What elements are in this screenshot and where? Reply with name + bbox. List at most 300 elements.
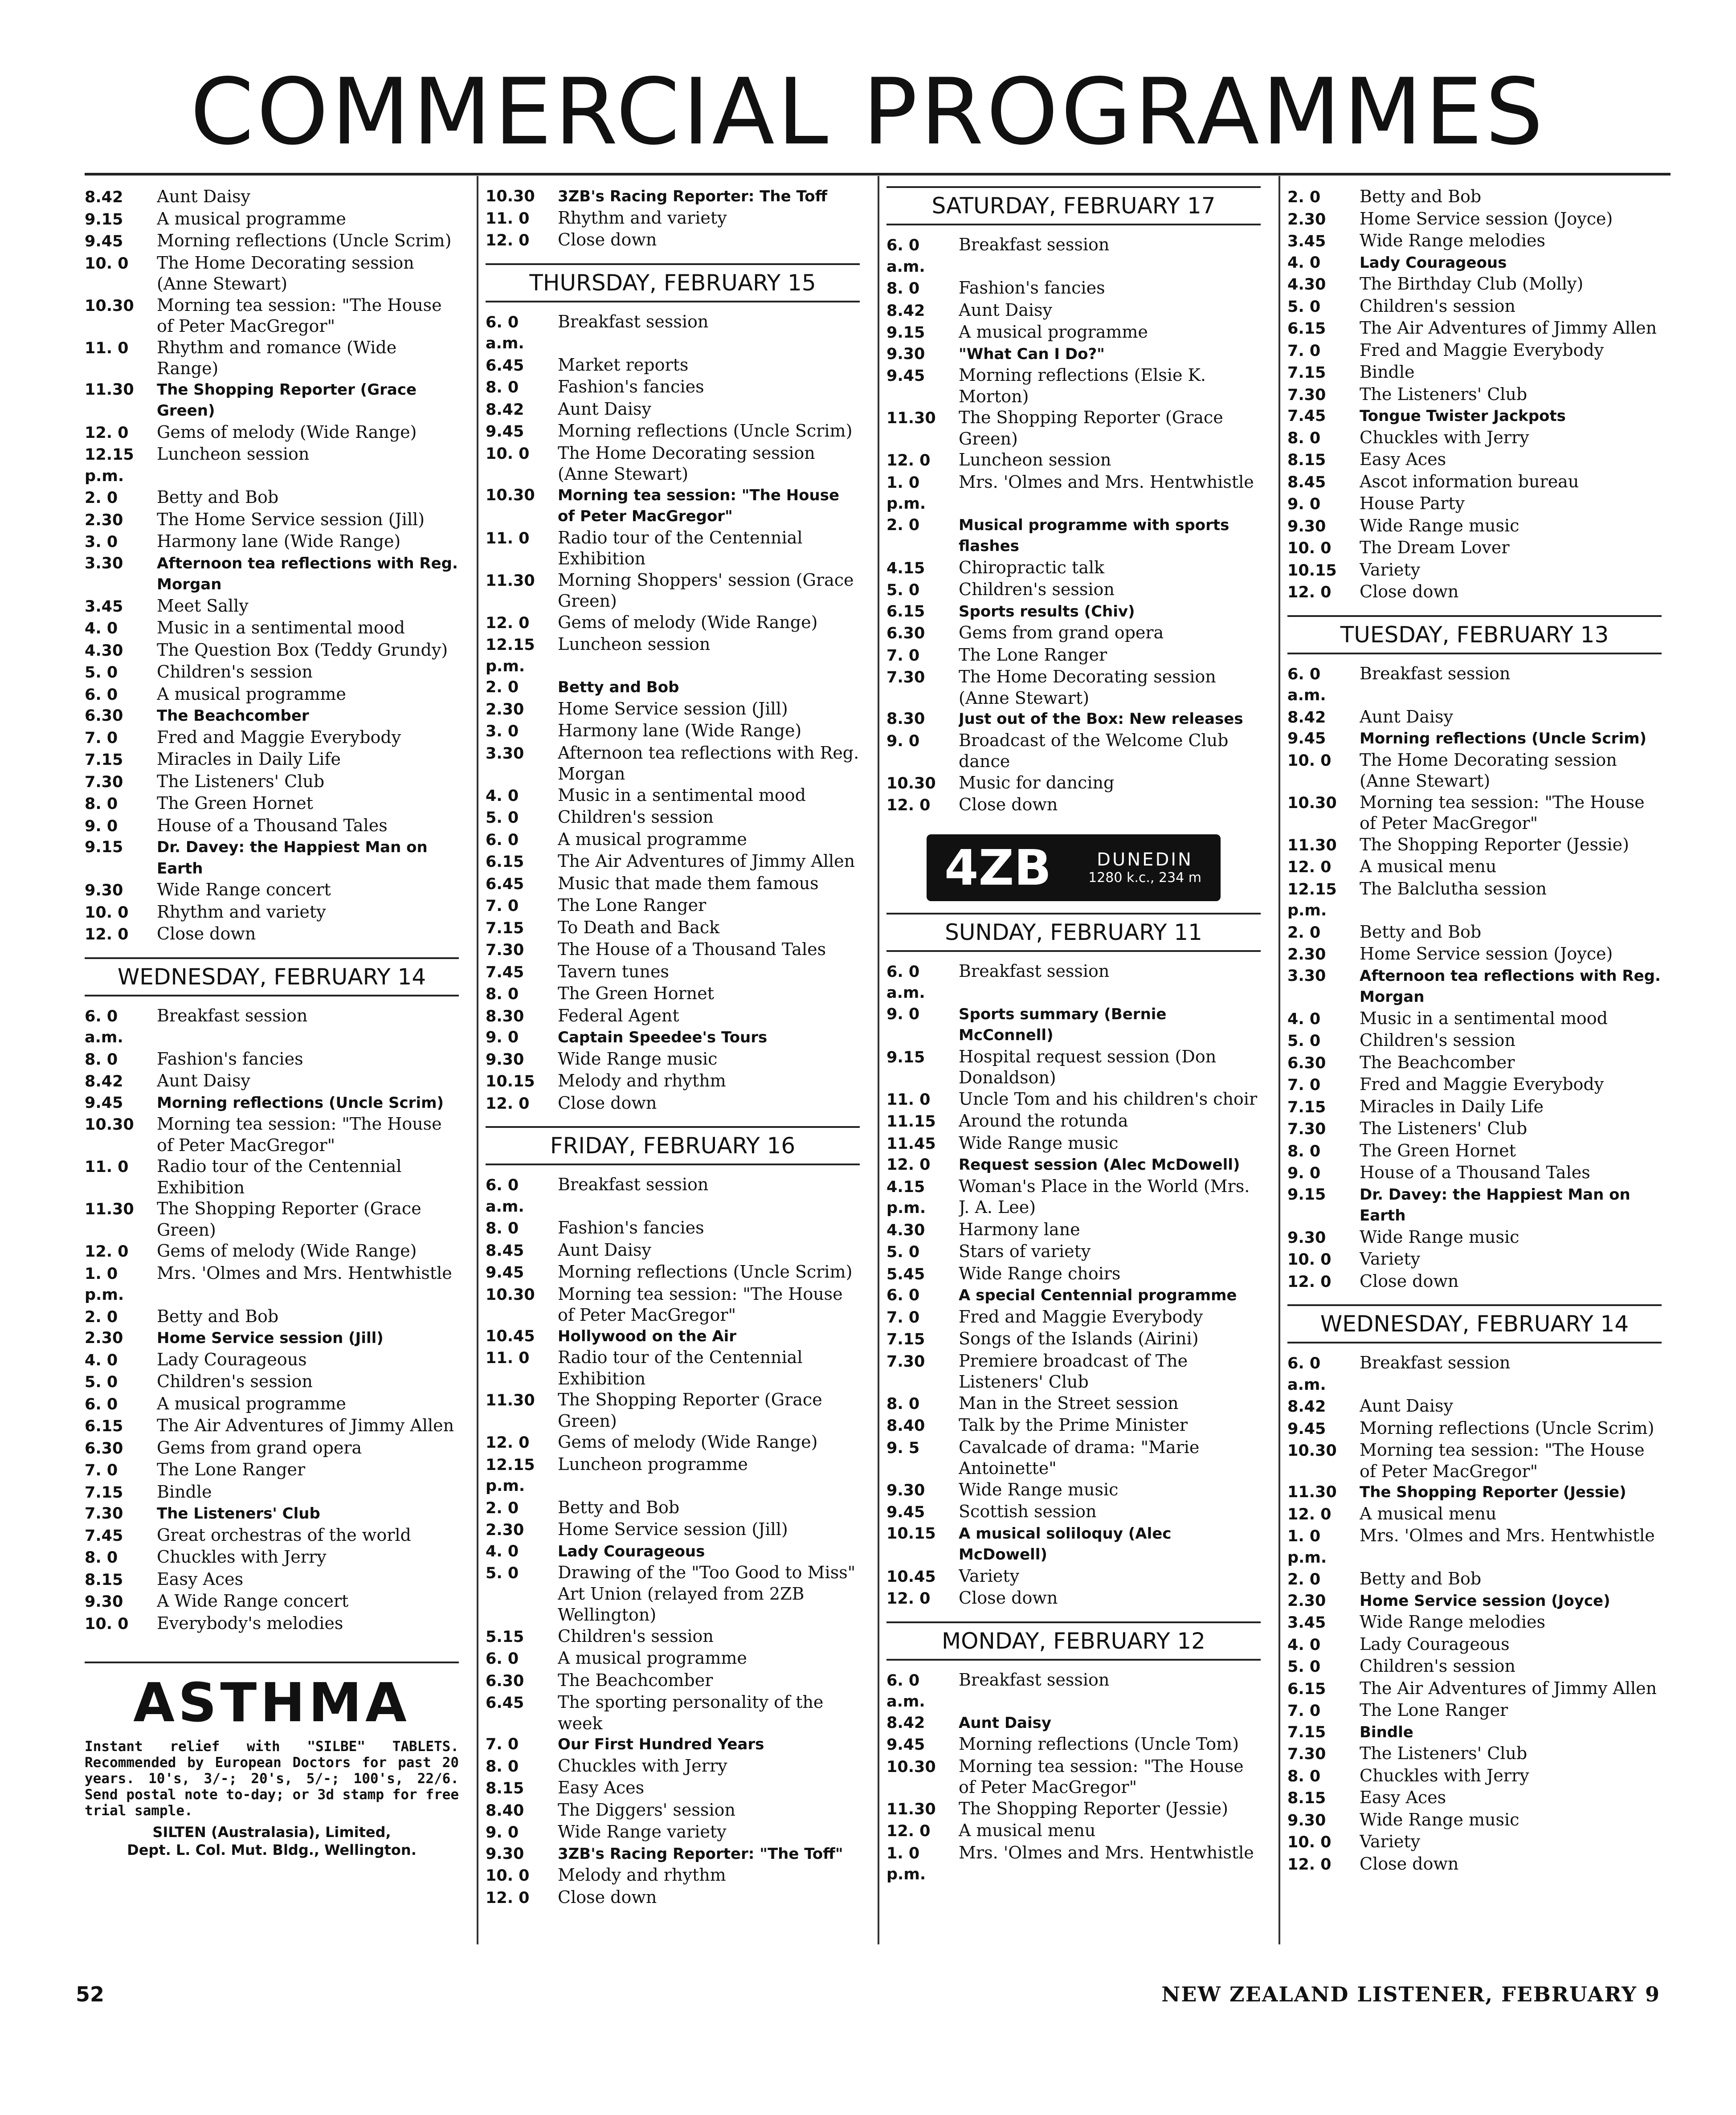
programme-entry — [886, 1046, 1261, 1089]
programme-title: Dr. Davey: the Happiest Man on Earth — [157, 838, 428, 878]
programme-title: Afternoon tea reflections with Reg. Morgan — [1360, 967, 1661, 1006]
ad-body-text: Instant relief with "SILBE" TABLETS. Recommended by European Doctors for past 20 years. 10's, 3/-; 20's, 5/-; 100's, 22/6. Send postal note to-day; or 3d stamp for free trial sample. — [85, 1739, 459, 1819]
programme-title: Harmony lane (Wide Range) — [157, 531, 401, 551]
programme-title: Wide Range music — [959, 1133, 1119, 1153]
programme-time: 6.15 — [1287, 320, 1326, 338]
programme-time: 8.15 — [1287, 451, 1326, 469]
programme-title: Breakfast session — [558, 1175, 709, 1194]
programme-entry — [1287, 1787, 1662, 1809]
programme-entry — [85, 295, 459, 337]
programme-entry — [486, 1070, 860, 1093]
programme-entry — [886, 1415, 1261, 1437]
programme-title: Aunt Daisy — [157, 1071, 250, 1090]
programme-time: 5. 0 — [1287, 1658, 1321, 1676]
programme-time: 3.45 — [85, 597, 123, 616]
programme-entry — [1287, 1227, 1662, 1249]
publication-footer: NEW ZEALAND LISTENER, FEBRUARY 9 — [1161, 1982, 1660, 2006]
programme-time: 8.30 — [886, 710, 925, 728]
programme-entry — [486, 1670, 860, 1692]
programme-time: 7.15 — [886, 1331, 925, 1348]
programme-time: 7.15 — [1287, 1723, 1326, 1741]
programme-time: 11. 0 — [486, 529, 530, 547]
programme-title: The Listeners' Club — [1360, 1119, 1528, 1138]
programme-entry — [486, 961, 860, 984]
programme-title: Mrs. 'Olmes and Mrs. Hentwhistle — [959, 1842, 1254, 1862]
programme-title: Morning reflections (Uncle Scrim) — [157, 231, 452, 250]
programme-time: 5. 0 — [886, 581, 920, 599]
programme-title: Mrs. 'Olmes and Mrs. Hentwhistle — [1360, 1526, 1655, 1545]
programme-time: 4.30 — [1287, 276, 1326, 294]
programme-title: The Listeners' Club — [157, 771, 325, 791]
programme-title: Lady Courageous — [1360, 1634, 1510, 1654]
programme-title: Man in the Street session — [959, 1393, 1179, 1413]
programme-time: 6.45 — [486, 356, 524, 375]
programme-entry — [486, 1887, 860, 1909]
programme-time: 7. 0 — [886, 646, 920, 665]
programme-time: 10.30 — [886, 1758, 936, 1776]
programme-title: House of a Thousand Tales — [1360, 1163, 1590, 1182]
programme-entry — [886, 1713, 1261, 1734]
programme-title: Cavalcade of drama: "Marie Antoinette" — [959, 1437, 1200, 1478]
programme-time: 8. 0 — [486, 379, 519, 396]
programme-time: 10. 0 — [486, 1867, 530, 1885]
programme-entry — [486, 785, 860, 807]
programme-time: 9.30 — [85, 882, 123, 899]
programme-entry — [486, 355, 860, 377]
programme-title: The Dream Lover — [1360, 538, 1510, 557]
programme-entry — [85, 793, 459, 815]
programme-title: Aunt Daisy — [157, 187, 250, 206]
programme-time: 10.15 — [1287, 561, 1337, 580]
programme-title: Morning tea session: "The House of Peter MacGregor" — [959, 1756, 1244, 1797]
programme-time: 7. 0 — [1287, 1076, 1321, 1094]
programme-title: Tavern tunes — [558, 961, 669, 981]
programme-time: 7.15 — [1287, 1098, 1326, 1116]
programme-time: 9.30 — [486, 1050, 524, 1069]
programme-entry — [85, 1263, 459, 1306]
programme-time: 11.45 — [886, 1135, 936, 1153]
programme-entry — [486, 1734, 860, 1756]
programme-entry — [486, 1865, 860, 1887]
programme-entry — [1287, 471, 1662, 494]
programme-time: 6.45 — [486, 1694, 524, 1712]
programme-time: 11. 0 — [486, 1349, 530, 1367]
programme-time: 4.15 — [886, 559, 925, 577]
programme-time: 11.30 — [1287, 1483, 1337, 1501]
programme-entry — [886, 1756, 1261, 1798]
programme-entry — [886, 1133, 1261, 1155]
programme-title: Chuckles with Jerry — [1360, 427, 1529, 447]
programme-entry — [85, 749, 459, 771]
programme-entry — [486, 229, 860, 252]
programme-time: 10.15 — [886, 1524, 936, 1543]
programme-title: Scottish session — [959, 1502, 1097, 1521]
programme-title: Morning Shoppers' session (Grace Green) — [558, 570, 854, 611]
programme-time: 8.42 — [1287, 708, 1326, 727]
programme-entry — [1287, 1440, 1662, 1482]
programme-time: 6. 0 a.m. — [1287, 665, 1326, 704]
programme-entry — [1287, 1184, 1662, 1227]
programme-time: 12. 0 — [486, 614, 530, 632]
programme-title: Aunt Daisy — [1360, 1396, 1453, 1416]
programme-entry — [886, 1328, 1261, 1351]
programme-title: Children's session — [157, 1372, 313, 1391]
programme-time: 6.30 — [886, 625, 925, 642]
programme-entry — [85, 444, 459, 487]
programme-title: Home Service session (Jill) — [558, 1519, 788, 1539]
programme-entry — [886, 1307, 1261, 1329]
programme-entry — [886, 1176, 1261, 1219]
programme-title: Morning tea session: "The House of Peter MacGregor" — [1360, 1440, 1645, 1481]
programme-title: Around the rotunda — [959, 1111, 1128, 1131]
programme-title: Breakfast session — [1360, 1353, 1511, 1372]
programme-entry — [85, 230, 459, 253]
programme-title: A special Centennial programme — [959, 1286, 1237, 1304]
programme-title: Fashion's fancies — [558, 1218, 704, 1237]
programme-time: 7. 0 — [85, 1462, 118, 1479]
programme-time: 5. 0 — [886, 1243, 920, 1261]
programme-title: Children's session — [157, 662, 313, 682]
programme-title: 3ZB's Racing Reporter: The Toff — [558, 188, 828, 205]
programme-entry — [85, 531, 459, 553]
programme-time: 10. 0 — [1287, 1251, 1332, 1269]
programme-time: 10.30 — [486, 1286, 535, 1304]
programme-time: 8. 0 — [1287, 1142, 1321, 1160]
programme-entry — [486, 1005, 860, 1028]
programme-entry — [1287, 1612, 1662, 1634]
programme-time: 9.30 — [1287, 1229, 1326, 1247]
programme-title: The Shopping Reporter (Jessie) — [1360, 1483, 1626, 1501]
programme-title: Variety — [959, 1566, 1020, 1586]
programme-title: The Listeners' Club — [1360, 384, 1528, 404]
programme-title: Federal Agent — [558, 1005, 679, 1025]
programme-time: 10. 0 — [1287, 1833, 1332, 1851]
programme-title: Broadcast of the Welcome Club dance — [959, 730, 1229, 771]
programme-title: The Shopping Reporter (Jessie) — [959, 1798, 1228, 1818]
programme-entry — [1287, 1634, 1662, 1656]
programme-entry — [1287, 792, 1662, 834]
programme-title: Wide Range variety — [558, 1822, 727, 1841]
programme-entry — [486, 1497, 860, 1519]
programme-entry — [1287, 515, 1662, 538]
programme-title: Breakfast session — [1360, 663, 1511, 683]
programme-title: The Air Adventures of Jimmy Allen — [558, 851, 855, 871]
programme-time: 12. 0 — [486, 1094, 530, 1113]
programme-entry — [85, 1547, 459, 1569]
programme-entry — [1287, 834, 1662, 857]
programme-time: 12. 0 — [486, 1434, 530, 1452]
programme-title: Melody and rhythm — [558, 1865, 726, 1885]
programme-entry — [1287, 1743, 1662, 1765]
programme-entry — [1287, 274, 1662, 296]
programme-entry — [1287, 1503, 1662, 1526]
programme-entry — [486, 1240, 860, 1262]
programme-entry — [486, 1821, 860, 1844]
programme-title: The Shopping Reporter (Grace Green) — [558, 1390, 822, 1431]
programme-time: 10.15 — [486, 1073, 535, 1090]
programme-entry — [886, 1393, 1261, 1415]
station-details — [1069, 849, 1221, 886]
programme-time: 9.30 — [85, 1593, 123, 1611]
programme-title: Easy Aces — [157, 1569, 244, 1589]
programme-title: Home Service session (Joyce) — [1360, 944, 1613, 964]
programme-title: Drawing of the "Too Good to Miss" Art Union (relayed from 2ZB Wellington) — [558, 1563, 856, 1625]
programme-entry — [886, 1820, 1261, 1842]
programme-title: Home Service session (Jill) — [558, 698, 788, 719]
programme-time: 12. 0 — [85, 1243, 129, 1261]
programme-entry — [85, 771, 459, 793]
programme-time: 10.30 — [486, 188, 535, 205]
programme-title: Great orchestras of the world — [157, 1525, 411, 1545]
programme-time: 3.30 — [85, 554, 123, 572]
programme-entry — [85, 684, 459, 706]
programme-time: 9.15 — [886, 1048, 925, 1066]
programme-entry — [886, 794, 1261, 817]
programme-entry — [486, 1756, 860, 1778]
programme-title: Wide Range music — [959, 1479, 1119, 1499]
programme-time: 6. 0 — [486, 1650, 519, 1668]
programme-time: 2. 0 — [1287, 188, 1321, 206]
programme-entry — [85, 1569, 459, 1591]
programme-title: The Balclutha session — [1360, 878, 1547, 898]
programme-entry — [85, 208, 459, 231]
programme-entry — [85, 1482, 459, 1504]
programme-entry — [1287, 750, 1662, 792]
programme-time: 10.45 — [486, 1327, 535, 1345]
programme-entry — [486, 1800, 860, 1822]
programme-title: A musical programme — [959, 322, 1148, 342]
programme-entry — [486, 1389, 860, 1432]
programme-entry — [85, 186, 459, 208]
programme-title: Mrs. 'Olmes and Mrs. Hentwhistle — [157, 1263, 452, 1283]
programme-title: Premiere broadcast of The Listeners' Club — [959, 1351, 1188, 1392]
programme-entry — [85, 553, 459, 596]
programme-time: 6. 0 a.m. — [886, 1671, 925, 1711]
programme-title: Market reports — [558, 355, 689, 375]
programme-time: 9.15 — [1287, 1185, 1326, 1204]
programme-title: Tongue Twister Jackpots — [1360, 407, 1566, 425]
programme-entry — [1287, 1008, 1662, 1030]
programme-entry — [886, 1501, 1261, 1523]
programme-time: 6. 0 — [886, 1286, 920, 1304]
programme-time: 12. 0 — [486, 232, 530, 249]
programme-time: 6.15 — [1287, 1680, 1326, 1698]
programme-entry — [886, 557, 1261, 580]
programme-title: 3ZB's Racing Reporter: "The Toff" — [558, 1845, 843, 1863]
programme-entry — [886, 961, 1261, 1004]
programme-time: 11.30 — [886, 1800, 936, 1818]
programme-entry — [486, 208, 860, 230]
programme-title: Aunt Daisy — [959, 300, 1052, 320]
programme-time: 9.45 — [1287, 730, 1326, 747]
programme-title: Breakfast session — [959, 235, 1110, 254]
column-divider — [878, 176, 879, 1944]
programme-title: Bindle — [1360, 1723, 1413, 1741]
programme-time: 12. 0 — [85, 424, 129, 442]
programme-time: 10.30 — [1287, 794, 1337, 812]
programme-entry — [1287, 186, 1662, 208]
programme-entry — [85, 1591, 459, 1613]
programme-time: 8. 0 — [886, 1395, 920, 1413]
programme-time: 12. 0 — [85, 926, 129, 943]
programme-entry — [886, 234, 1261, 278]
programme-entry — [486, 1027, 860, 1049]
programme-title: The Green Hornet — [1360, 1140, 1516, 1160]
programme-time: 9.15 — [886, 324, 925, 342]
ad-company: SILTEN (Australasia), Limited, — [152, 1824, 391, 1841]
programme-time: 7. 0 — [1287, 1702, 1321, 1720]
station-city: DUNEDIN — [1097, 849, 1193, 870]
programme-title: Stars of variety — [959, 1241, 1091, 1261]
programme-title: Fred and Maggie Everybody — [1360, 340, 1604, 360]
programme-title: The Beachcomber — [558, 1670, 713, 1690]
programme-entry — [886, 1566, 1261, 1588]
programme-time: 5. 0 — [486, 1564, 519, 1582]
programme-time: 8. 0 — [85, 1549, 118, 1567]
programme-time: 9. 0 — [486, 1029, 519, 1046]
programme-title: A musical programme — [157, 208, 346, 229]
programme-title: Mrs. 'Olmes and Mrs. Hentwhistle — [959, 472, 1254, 492]
programme-time: 9.45 — [1287, 1420, 1326, 1438]
programme-time: 9.45 — [886, 367, 925, 385]
programme-time: 8.42 — [1287, 1398, 1326, 1416]
programme-entry — [1287, 1831, 1662, 1854]
programme-entry — [886, 1351, 1261, 1393]
programme-title: Fred and Maggie Everybody — [959, 1307, 1203, 1327]
programme-title: Hospital request session (Don Donaldson) — [959, 1046, 1217, 1087]
programme-title: Morning reflections (Uncle Tom) — [959, 1734, 1239, 1754]
programme-title: Betty and Bob — [1360, 922, 1482, 942]
day-heading: WEDNESDAY, FEBRUARY 14 — [85, 957, 459, 996]
programme-title: The Birthday Club (Molly) — [1360, 274, 1584, 294]
programme-time: 9.30 — [486, 1845, 524, 1863]
programme-title: Captain Speedee's Tours — [558, 1029, 768, 1046]
programme-time: 2.30 — [486, 700, 524, 719]
programme-title: Music in a sentimental mood — [157, 618, 405, 637]
programme-entry — [886, 1089, 1261, 1111]
programme-time: 3. 0 — [486, 723, 519, 740]
programme-entry — [886, 1798, 1261, 1821]
programme-title: Lady Courageous — [558, 1542, 705, 1560]
programme-time: 9.45 — [886, 1503, 925, 1521]
programme-title: Chiropractic talk — [959, 557, 1105, 577]
programme-entry — [486, 1692, 860, 1734]
programme-time: 7.30 — [886, 1352, 925, 1371]
page-title: COMMERCIAL PROGRAMMES — [190, 59, 1546, 165]
programme-title: Wide Range choirs — [959, 1263, 1121, 1283]
programme-title: The Home Decorating session (Anne Stewart) — [1360, 750, 1617, 791]
programme-title: A musical programme — [558, 1648, 747, 1668]
programme-title: Music that made them famous — [558, 873, 819, 893]
programme-entry — [85, 1306, 459, 1328]
programme-entry — [486, 895, 860, 917]
column-3 — [886, 186, 1261, 1886]
programme-title: Close down — [959, 795, 1058, 814]
programme-title: Everybody's melodies — [157, 1613, 343, 1633]
programme-title: Harmony lane — [959, 1219, 1080, 1239]
programme-entry — [1287, 1118, 1662, 1140]
programme-title: Sports results (Chiv) — [959, 602, 1135, 621]
programme-time: 8.42 — [486, 400, 524, 419]
programme-entry — [1287, 922, 1662, 944]
programme-title: Afternoon tea reflections with Reg. Morgan — [157, 554, 458, 593]
column-divider — [1279, 176, 1280, 1944]
programme-title: Easy Aces — [558, 1778, 645, 1797]
programme-entry — [1287, 663, 1662, 706]
programme-entry — [85, 837, 459, 879]
programme-title: House of a Thousand Tales — [157, 815, 388, 835]
programme-time: 12. 0 — [486, 1889, 530, 1907]
programme-time: 6.45 — [486, 875, 524, 893]
programme-entry — [486, 1844, 860, 1865]
programme-entry — [85, 815, 459, 837]
programme-entry — [1287, 1096, 1662, 1119]
programme-entry — [886, 1263, 1261, 1286]
programme-time: 9. 0 — [886, 1005, 920, 1023]
day-heading: MONDAY, FEBRUARY 12 — [886, 1621, 1261, 1661]
programme-entry — [486, 1562, 860, 1626]
programme-time: 9.30 — [886, 345, 925, 363]
programme-time: 4.15 p.m. — [886, 1178, 926, 1217]
column-1 — [85, 186, 459, 1859]
programme-entry — [886, 1523, 1261, 1566]
programme-time: 7. 0 — [85, 729, 118, 747]
programme-entry — [486, 1262, 860, 1284]
programme-time: 5. 0 — [1287, 298, 1321, 316]
programme-entry — [486, 311, 860, 355]
programme-time: 6.30 — [486, 1672, 524, 1690]
programme-title: Wide Range music — [1360, 515, 1520, 535]
programme-entry — [1287, 537, 1662, 559]
programme-time: 12. 0 — [886, 1590, 931, 1608]
programme-title: "What Can I Do?" — [959, 345, 1105, 363]
programme-entry — [886, 1588, 1261, 1610]
programme-title: Wide Range melodies — [1360, 1612, 1545, 1632]
programme-time: 7.30 — [1287, 1120, 1326, 1138]
programme-entry — [1287, 1678, 1662, 1700]
programme-entry — [886, 709, 1261, 730]
programme-entry — [1287, 1140, 1662, 1163]
programme-entry — [886, 365, 1261, 407]
programme-time: 4.30 — [886, 1221, 925, 1239]
programme-entry — [85, 1070, 459, 1093]
programme-time: 12.15 p.m. — [486, 636, 535, 675]
programme-title: Morning reflections (Uncle Scrim) — [1360, 1418, 1654, 1438]
programme-entry — [486, 1217, 860, 1240]
programme-title: Breakfast session — [157, 1005, 308, 1025]
programme-entry — [486, 1174, 860, 1217]
programme-title: Morning reflections (Uncle Scrim) — [558, 1262, 853, 1282]
programme-time: 7. 0 — [1287, 342, 1321, 360]
programme-title: The Lone Ranger — [558, 895, 707, 915]
programme-title: Home Service session (Joyce) — [1360, 1592, 1610, 1610]
programme-time: 8.15 — [1287, 1789, 1326, 1807]
day-heading: FRIDAY, FEBRUARY 16 — [486, 1126, 860, 1165]
programme-title: Request session (Alec McDowell) — [959, 1156, 1240, 1174]
programme-entry — [486, 1347, 860, 1389]
programme-entry — [85, 923, 459, 946]
programme-entry — [1287, 943, 1662, 966]
programme-time: 9. 0 — [1287, 1164, 1321, 1182]
programme-entry — [1287, 318, 1662, 340]
programme-time: 10.30 — [85, 297, 134, 315]
programme-time: 8.30 — [486, 1007, 524, 1025]
programme-entry — [1287, 878, 1662, 922]
programme-entry — [486, 1648, 860, 1670]
programme-title: Luncheon session — [157, 444, 310, 464]
station-code: 4ZB — [944, 839, 1052, 896]
programme-time: 10. 0 — [1287, 751, 1332, 770]
